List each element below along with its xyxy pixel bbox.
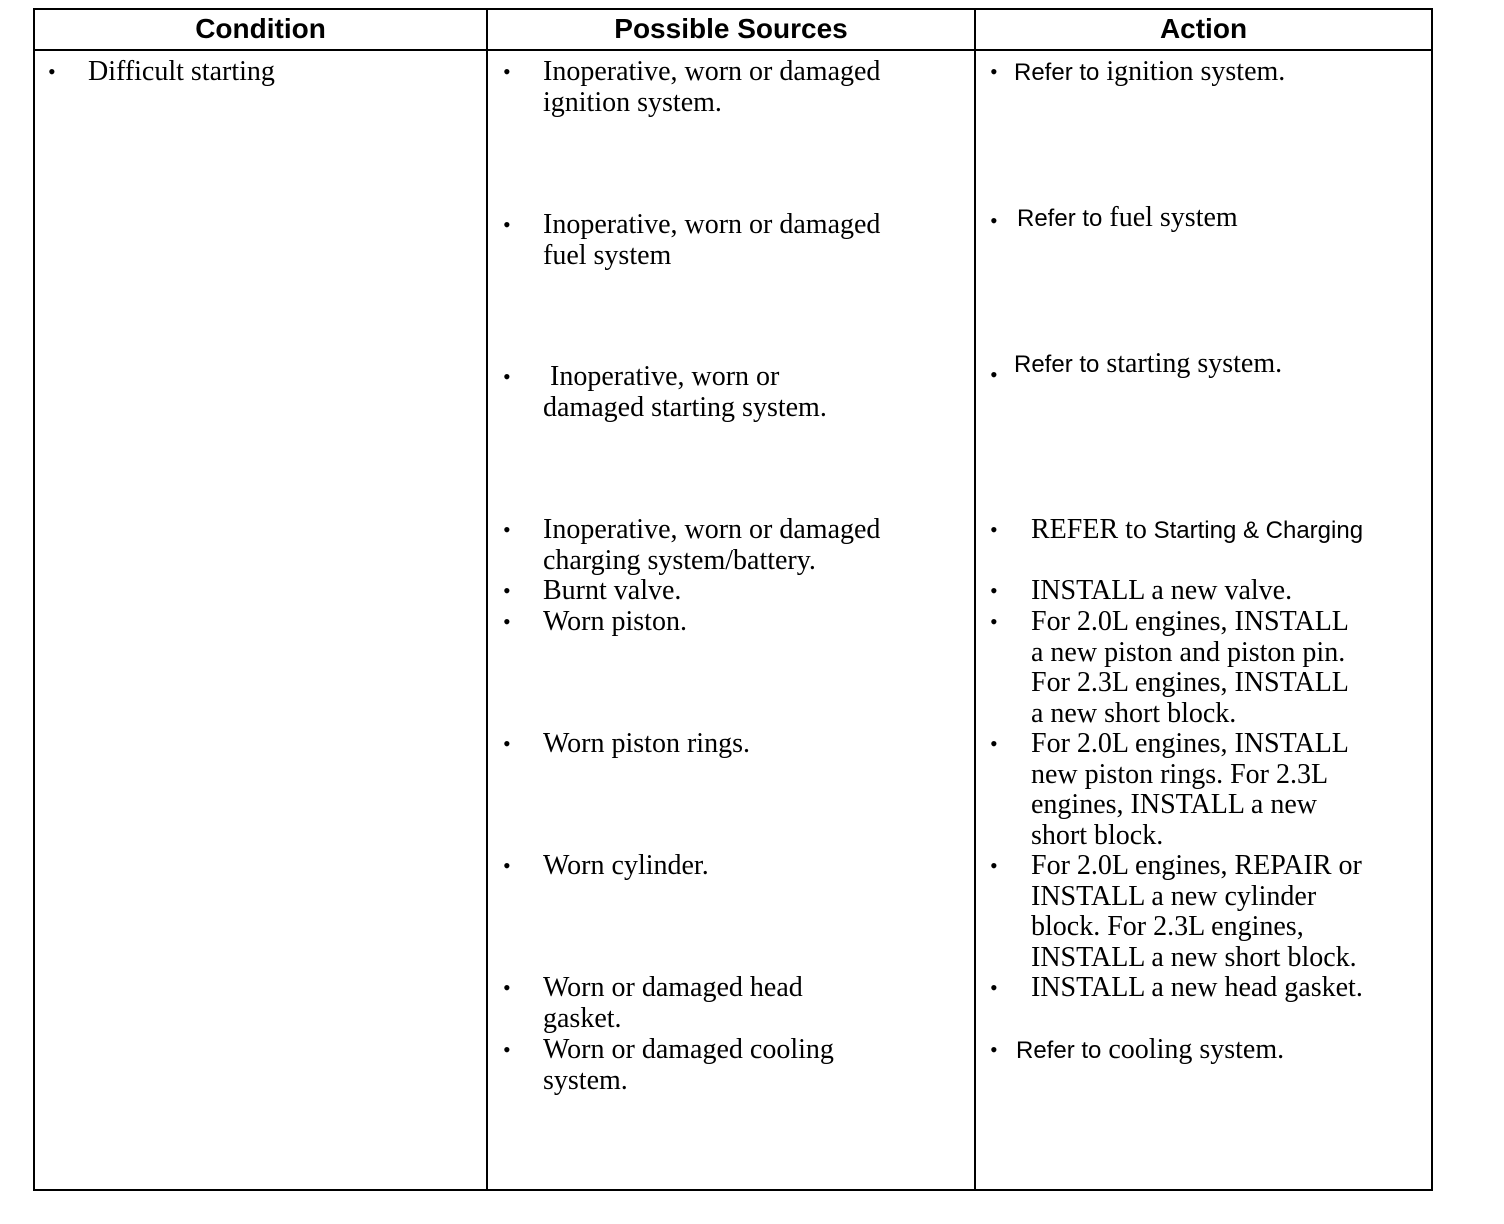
action-item: INSTALL a new head gasket. (1031, 972, 1363, 1003)
bullet-icon: • (503, 578, 511, 603)
source-item: Worn piston rings. (543, 728, 750, 759)
action-item: For 2.0L engines, INSTALL a new piston and piston pin. For 2.3L engines, INSTALL a new short block. (1031, 606, 1349, 729)
action-item: Refer to ignition system. (1014, 56, 1286, 87)
bullet-icon: • (990, 1037, 998, 1062)
bullet-icon: • (990, 517, 998, 542)
bullet-icon: • (503, 364, 511, 389)
bullet-icon: • (503, 609, 511, 634)
source-item: Inoperative, worn or damaged starting system. (543, 361, 827, 423)
possible-sources-header: Possible Sources (614, 13, 848, 44)
bullet-icon: • (990, 975, 998, 1000)
source-item: Inoperative, worn or damaged fuel system (543, 209, 881, 271)
action-item: REFER to Starting & Charging (1031, 514, 1364, 545)
bullet-icon: • (990, 731, 998, 756)
source-item: Inoperative, worn or damaged charging system/battery. (543, 514, 881, 576)
bullet-icon: • (503, 1037, 511, 1062)
bullet-icon: • (990, 578, 998, 603)
bullet-icon: • (503, 59, 511, 84)
column-divider (974, 8, 976, 1191)
bullet-icon: • (990, 208, 998, 233)
bullet-icon: • (503, 853, 511, 878)
action-item: For 2.0L engines, REPAIR or INSTALL a new cylinder block. For 2.3L engines, INSTALL a new short block. (1031, 850, 1362, 973)
bullet-icon: • (48, 59, 56, 84)
bullet-icon: • (503, 517, 511, 542)
condition-item: Difficult starting (88, 56, 275, 87)
column-divider (486, 8, 488, 1191)
source-item: Burnt valve. (543, 575, 682, 606)
bullet-icon: • (503, 731, 511, 756)
bullet-icon: • (503, 212, 511, 237)
source-item: Worn cylinder. (543, 850, 709, 881)
action-header: Action (1159, 13, 1248, 44)
action-item: Refer to fuel system (1017, 202, 1238, 233)
bullet-icon: • (990, 853, 998, 878)
action-item: Refer to starting system. (1014, 348, 1283, 379)
action-item: For 2.0L engines, INSTALL new piston rings. For 2.3L engines, INSTALL a new short block. (1031, 728, 1349, 851)
source-item: Worn or damaged head gasket. (543, 972, 803, 1034)
bullet-icon: • (990, 609, 998, 634)
source-item: Worn or damaged cooling system. (543, 1034, 834, 1096)
source-item: Worn piston. (543, 606, 687, 637)
action-item: Refer to cooling system. (1016, 1034, 1285, 1065)
source-item: Inoperative, worn or damaged ignition system. (543, 56, 881, 118)
condition-header: Condition (195, 13, 326, 44)
bullet-icon: • (990, 59, 998, 84)
action-item: INSTALL a new valve. (1031, 575, 1293, 606)
bullet-icon: • (990, 362, 998, 387)
bullet-icon: • (503, 975, 511, 1000)
